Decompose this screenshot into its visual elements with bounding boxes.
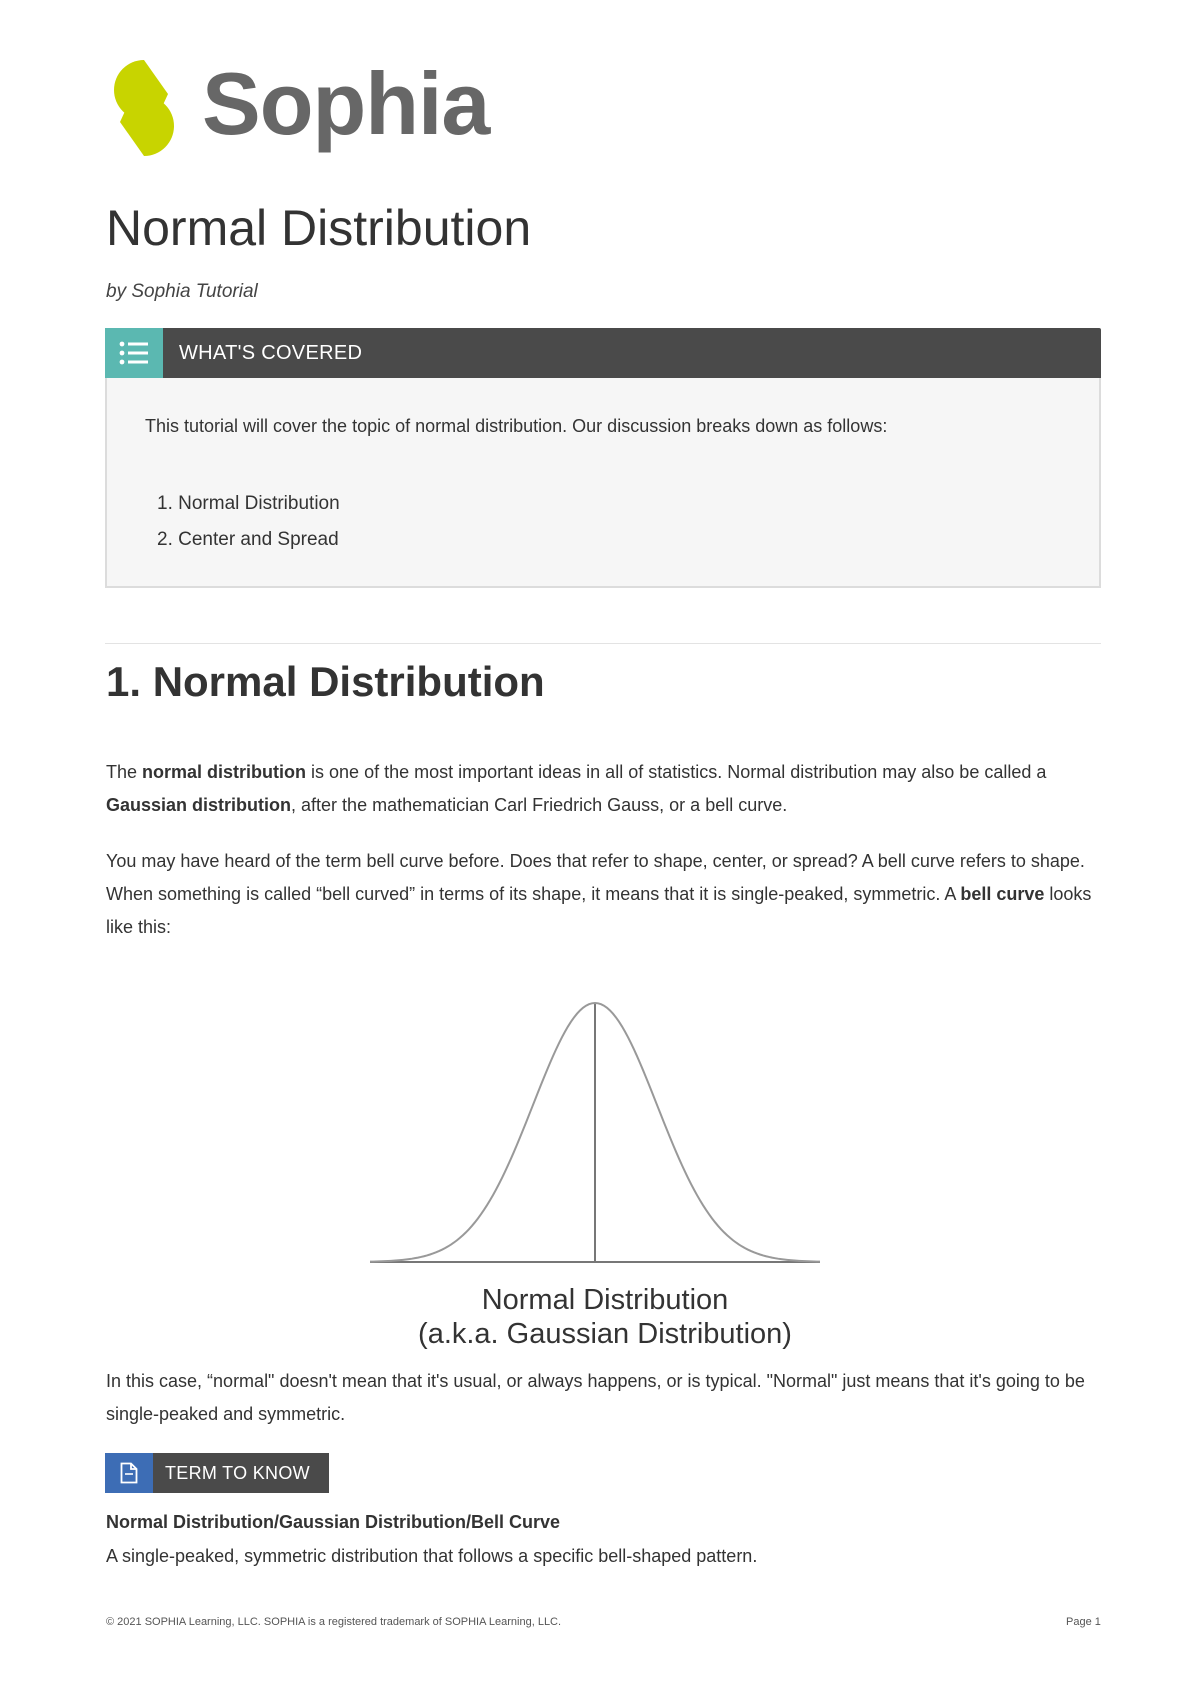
- whats-covered-body: [105, 378, 1101, 588]
- sophia-logo: [104, 52, 544, 162]
- figure-caption: [300, 1283, 910, 1351]
- text-run: looks like this:: [106, 884, 1092, 937]
- paragraph-bell-curve: [106, 845, 1106, 944]
- text-run: , after the mathematician Carl Friedrich Gauss, or a bell curve.: [291, 795, 788, 815]
- whats-covered-header: [105, 328, 1101, 378]
- text-run: is one of the most important ideas in all of statistics. Normal distribution may also be called a: [306, 762, 1047, 782]
- term-to-know-title: TERM TO KNOW: [165, 1462, 310, 1483]
- whats-covered-box: [105, 328, 1101, 588]
- section-divider: [105, 643, 1101, 644]
- bold-term: Gaussian distribution: [106, 795, 292, 815]
- footer-page-number: Page 1: [1066, 1616, 1101, 1628]
- term-definition: A single-peaked, symmetric distribution that follows a specific bell-shaped pattern.: [106, 1546, 758, 1566]
- term-name: Normal Distribution/Gaussian Distribution/Bell Curve: [106, 1512, 561, 1532]
- whats-covered-intro: This tutorial will cover the topic of normal distribution. Our discussion breaks down as follows:: [145, 416, 888, 436]
- paragraph-normal-distribution: [106, 756, 1106, 822]
- author-byline: by Sophia Tutorial: [106, 281, 258, 302]
- sophia-logo-word: Sophia: [202, 54, 490, 153]
- bold-term: bell curve: [960, 884, 1045, 904]
- section-heading: 1. Normal Distribution: [106, 658, 545, 705]
- list-icon: [105, 328, 163, 378]
- list-item: 1. Normal Distribution: [157, 493, 340, 514]
- bold-term: normal distribution: [142, 762, 307, 782]
- footer-copyright: © 2021 SOPHIA Learning, LLC. SOPHIA is a registered trademark of SOPHIA Learning, LLC.: [106, 1616, 562, 1628]
- sophia-logo-mark-icon: [104, 56, 184, 160]
- bell-curve-figure: [370, 995, 820, 1265]
- whats-covered-title: WHAT'S COVERED: [179, 341, 363, 364]
- figure-caption-line: Normal Distribution: [481, 1284, 729, 1316]
- list-item: 2. Center and Spread: [157, 529, 339, 550]
- text-run: The: [106, 762, 143, 782]
- text-run: You may have heard of the term bell curve before. Does that refer to shape, center, or spread? A bell curve refers to shape. When something is called “bell curved” in terms of its shape, it means that it is single-peaked, symmetric. A: [106, 851, 1085, 904]
- paragraph-normal-meaning: In this case, “normal" doesn't mean that it's usual, or always happens, or is typical. "Normal" just means that it's going to be single-peaked and symmetric.: [106, 1371, 1085, 1424]
- whats-covered-list: [157, 486, 340, 558]
- figure-caption-line: (a.k.a. Gaussian Distribution): [418, 1318, 792, 1350]
- document-icon: [105, 1453, 153, 1493]
- term-to-know-box: [105, 1453, 329, 1493]
- page-title: Normal Distribution: [106, 200, 532, 256]
